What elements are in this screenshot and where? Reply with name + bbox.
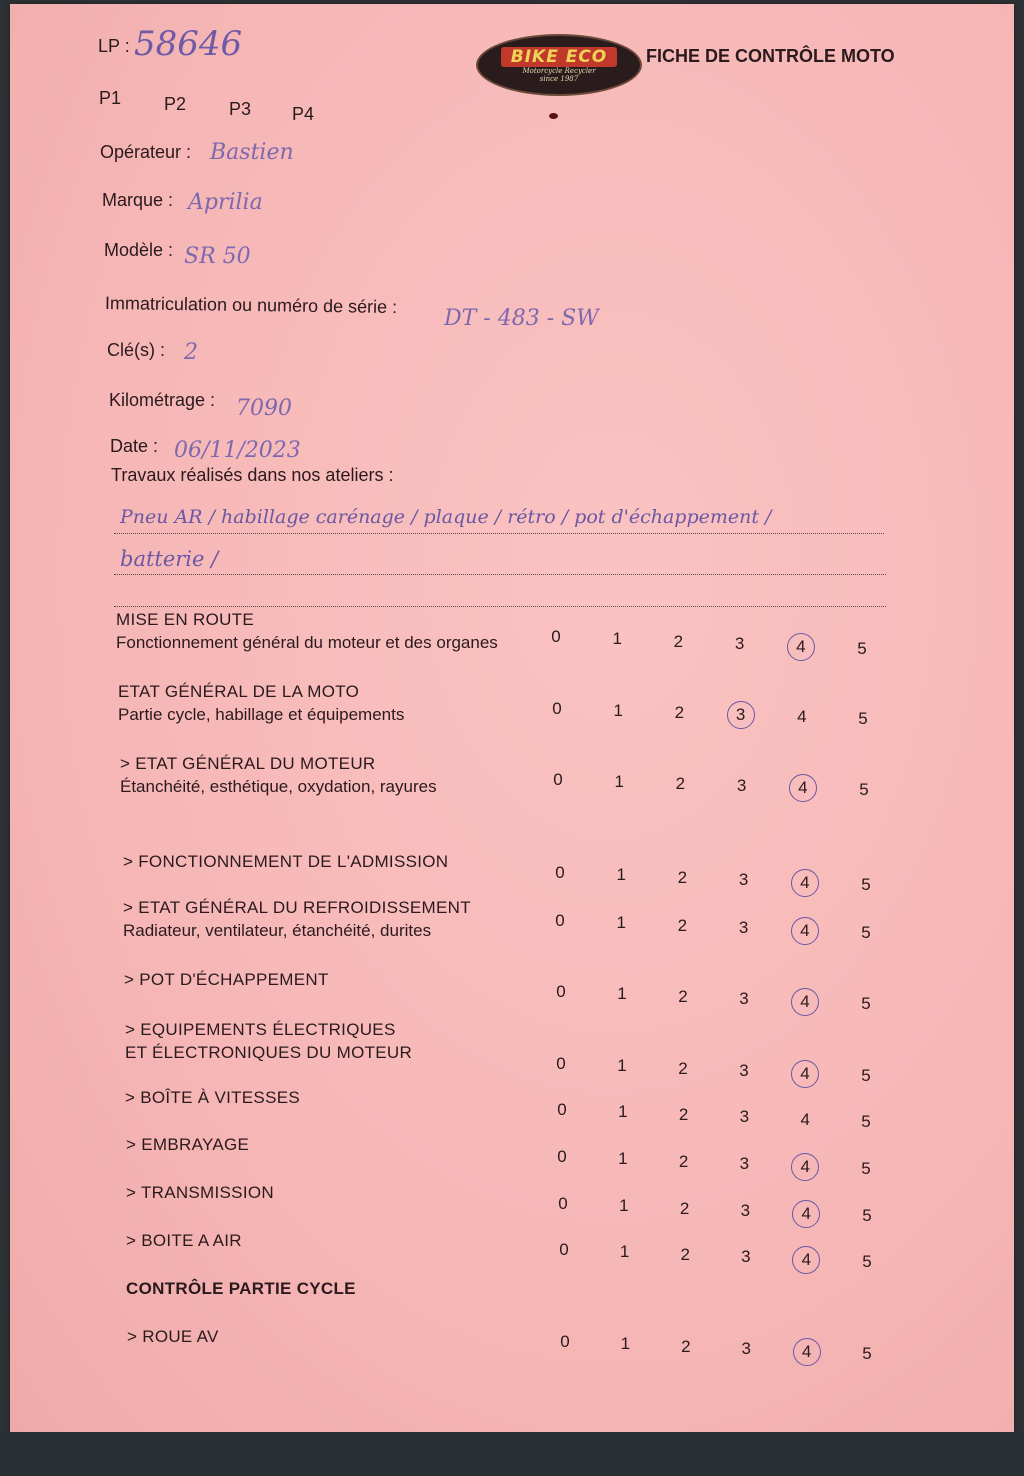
score-option[interactable]: 4 xyxy=(800,1110,810,1129)
works-label: Travaux réalisés dans nos ateliers : xyxy=(111,465,394,485)
score-option[interactable]: 1 xyxy=(616,913,626,932)
score-option[interactable]: 0 xyxy=(556,1054,566,1073)
logo-tagline-year: since 1987 xyxy=(539,75,579,83)
score-option[interactable]: 1 xyxy=(612,629,622,648)
works-line-3 xyxy=(114,606,886,607)
score-option[interactable]: 0 xyxy=(558,1194,568,1213)
score-option[interactable]: 1 xyxy=(619,1196,629,1215)
lp-label: LP : xyxy=(98,36,130,56)
score-option[interactable]: 3 xyxy=(736,776,747,795)
score-option[interactable]: 1 xyxy=(614,772,624,791)
works-line-1 xyxy=(114,533,884,534)
bike-eco-logo xyxy=(476,34,642,96)
score-option-selected[interactable]: 4 xyxy=(786,632,816,662)
score-option-selected[interactable]: 4 xyxy=(791,1245,821,1275)
score-option-selected[interactable]: 4 xyxy=(790,1152,820,1182)
position-p4: P4 xyxy=(292,104,315,124)
score-option-selected[interactable]: 4 xyxy=(790,987,820,1017)
logo-tagline: Motorcycle Recycler xyxy=(522,67,596,75)
works-line-2 xyxy=(114,574,886,575)
check-title: > EMBRAYAGE xyxy=(126,1135,250,1154)
mileage-label: Kilométrage : xyxy=(109,390,216,410)
works-text-2: batterie / xyxy=(120,547,219,571)
score-option[interactable]: 3 xyxy=(738,918,749,937)
score-option[interactable]: 3 xyxy=(734,634,745,653)
score-row xyxy=(0,1095,1024,1131)
check-title: > BOÎTE À VITESSES xyxy=(125,1088,300,1107)
date-label: Date : xyxy=(110,436,159,456)
score-option[interactable]: 2 xyxy=(681,1337,691,1356)
score-option[interactable]: 3 xyxy=(739,989,749,1008)
score-row xyxy=(0,906,1024,942)
check-title: ETAT GÉNÉRAL DE LA MOTO xyxy=(118,682,360,701)
check-title: MISE EN ROUTE xyxy=(116,610,255,629)
registration-label: Immatriculation ou numéro de série : xyxy=(104,293,398,318)
score-row xyxy=(0,1235,1024,1271)
score-option-selected[interactable]: 4 xyxy=(791,1199,821,1229)
check-title: > FONCTIONNEMENT DE L'ADMISSION xyxy=(123,852,449,871)
score-option[interactable]: 5 xyxy=(862,1206,872,1225)
brand-value: Aprilia xyxy=(188,190,263,215)
score-option[interactable]: 5 xyxy=(858,709,868,728)
keys-label: Clé(s) : xyxy=(107,340,165,360)
score-option[interactable]: 0 xyxy=(553,770,563,789)
section-heading-partie-cycle xyxy=(126,1277,356,1300)
score-option[interactable]: 2 xyxy=(677,868,688,887)
score-option[interactable]: 2 xyxy=(680,1245,690,1264)
operator-value: Bastien xyxy=(210,140,294,165)
score-option[interactable]: 3 xyxy=(739,1107,750,1126)
check-desc: Fonctionnement général du moteur et des organes xyxy=(116,633,498,652)
score-option[interactable]: 0 xyxy=(551,627,561,646)
score-option[interactable]: 3 xyxy=(740,1201,751,1220)
score-option[interactable]: 5 xyxy=(861,875,871,894)
section-heading: CONTRÔLE PARTIE CYCLE xyxy=(126,1279,356,1298)
date-value: 06/11/2023 xyxy=(174,438,301,463)
score-option[interactable]: 1 xyxy=(618,1102,628,1121)
score-row xyxy=(0,1049,1024,1085)
ink-mark xyxy=(549,113,558,119)
check-desc: Radiateur, ventilateur, étanchéité, durites xyxy=(123,921,432,940)
score-row xyxy=(0,694,1024,728)
score-option-selected[interactable]: 4 xyxy=(790,1059,820,1089)
score-option[interactable]: 0 xyxy=(557,1147,567,1166)
check-title: > ROUE AV xyxy=(127,1327,219,1346)
score-option[interactable]: 1 xyxy=(620,1334,631,1353)
check-title: > POT D'ÉCHAPPEMENT xyxy=(124,970,329,989)
score-option[interactable]: 2 xyxy=(675,774,686,793)
check-desc: Étanchéité, esthétique, oxydation, rayures xyxy=(120,777,437,796)
score-option[interactable]: 2 xyxy=(678,1059,688,1078)
score-option[interactable]: 4 xyxy=(797,707,807,726)
check-title: > ETAT GÉNÉRAL DU MOTEUR xyxy=(120,754,376,773)
score-row xyxy=(0,858,1024,894)
score-option[interactable]: 1 xyxy=(618,1149,628,1168)
lp-value: 58646 xyxy=(134,24,243,64)
check-desc: ET ÉLECTRONIQUES DU MOTEUR xyxy=(125,1043,413,1062)
operator-label: Opérateur : xyxy=(100,142,192,162)
score-option[interactable]: 5 xyxy=(859,780,869,799)
score-option[interactable]: 5 xyxy=(861,1066,871,1085)
score-option[interactable]: 1 xyxy=(619,1242,630,1261)
score-option[interactable]: 1 xyxy=(617,984,627,1003)
score-option[interactable]: 2 xyxy=(679,1199,690,1218)
check-title: > TRANSMISSION xyxy=(126,1183,274,1202)
score-option-selected[interactable]: 4 xyxy=(790,916,820,946)
score-row xyxy=(0,1189,1024,1225)
score-option[interactable]: 3 xyxy=(741,1247,751,1266)
score-row xyxy=(0,622,1024,658)
score-option[interactable]: 2 xyxy=(678,1105,689,1124)
check-title: > BOITE A AIR xyxy=(126,1231,242,1250)
score-option[interactable]: 3 xyxy=(739,1061,749,1080)
score-option[interactable]: 2 xyxy=(678,987,688,1006)
check-title: > ETAT GÉNÉRAL DU REFROIDISSEMENT xyxy=(123,898,471,917)
registration-value: DT - 483 - SW xyxy=(444,306,599,331)
position-p1: P1 xyxy=(99,88,122,108)
score-option[interactable]: 5 xyxy=(862,1252,872,1271)
brand-label: Marque : xyxy=(102,190,174,210)
score-option-selected[interactable]: 3 xyxy=(726,700,756,730)
score-option[interactable]: 5 xyxy=(861,1159,871,1178)
check-title: > EQUIPEMENTS ÉLECTRIQUES xyxy=(125,1020,396,1039)
score-option[interactable]: 0 xyxy=(556,982,566,1001)
score-option[interactable]: 3 xyxy=(738,870,749,889)
position-p2: P2 xyxy=(164,94,187,114)
score-option-selected[interactable]: 4 xyxy=(788,773,818,803)
score-option[interactable]: 0 xyxy=(555,911,565,930)
score-option[interactable]: 5 xyxy=(861,994,871,1013)
score-option[interactable]: 5 xyxy=(861,1112,871,1131)
score-row xyxy=(0,977,1024,1013)
mileage-value: 7090 xyxy=(236,396,292,421)
score-option[interactable]: 5 xyxy=(857,639,867,658)
model-value: SR 50 xyxy=(184,244,251,269)
logo-brand: BIKE ECO xyxy=(501,47,618,67)
score-row xyxy=(0,765,1024,799)
score-option[interactable]: 2 xyxy=(678,1152,689,1171)
score-option[interactable]: 0 xyxy=(560,1332,570,1351)
score-row xyxy=(0,1327,1024,1363)
score-option[interactable]: 2 xyxy=(673,632,684,651)
score-option[interactable]: 0 xyxy=(557,1100,567,1119)
score-option[interactable]: 1 xyxy=(617,1056,627,1075)
keys-value: 2 xyxy=(184,340,198,365)
score-option[interactable]: 0 xyxy=(555,863,565,882)
background-surface xyxy=(0,1432,1024,1476)
score-option-selected[interactable]: 4 xyxy=(790,868,820,898)
score-option-selected[interactable]: 4 xyxy=(792,1337,822,1367)
check-desc: Partie cycle, habillage et équipements xyxy=(118,705,405,724)
model-label: Modèle : xyxy=(104,240,174,260)
position-p3: P3 xyxy=(229,99,252,119)
page-title: FICHE DE CONTRÔLE MOTO xyxy=(646,46,895,66)
score-option[interactable]: 2 xyxy=(677,916,688,935)
score-option[interactable]: 5 xyxy=(862,1344,872,1363)
score-option[interactable]: 1 xyxy=(616,865,626,884)
score-row xyxy=(0,1142,1024,1178)
score-option[interactable]: 0 xyxy=(559,1240,569,1259)
score-option[interactable]: 1 xyxy=(613,701,623,720)
score-option[interactable]: 3 xyxy=(741,1339,751,1358)
score-option[interactable]: 3 xyxy=(739,1154,750,1173)
score-option[interactable]: 2 xyxy=(674,703,685,722)
score-option[interactable]: 5 xyxy=(861,923,871,942)
score-option[interactable]: 0 xyxy=(552,699,562,718)
works-text-1: Pneu AR / habillage carénage / plaque / rétro / pot d'échappement / xyxy=(120,506,772,528)
